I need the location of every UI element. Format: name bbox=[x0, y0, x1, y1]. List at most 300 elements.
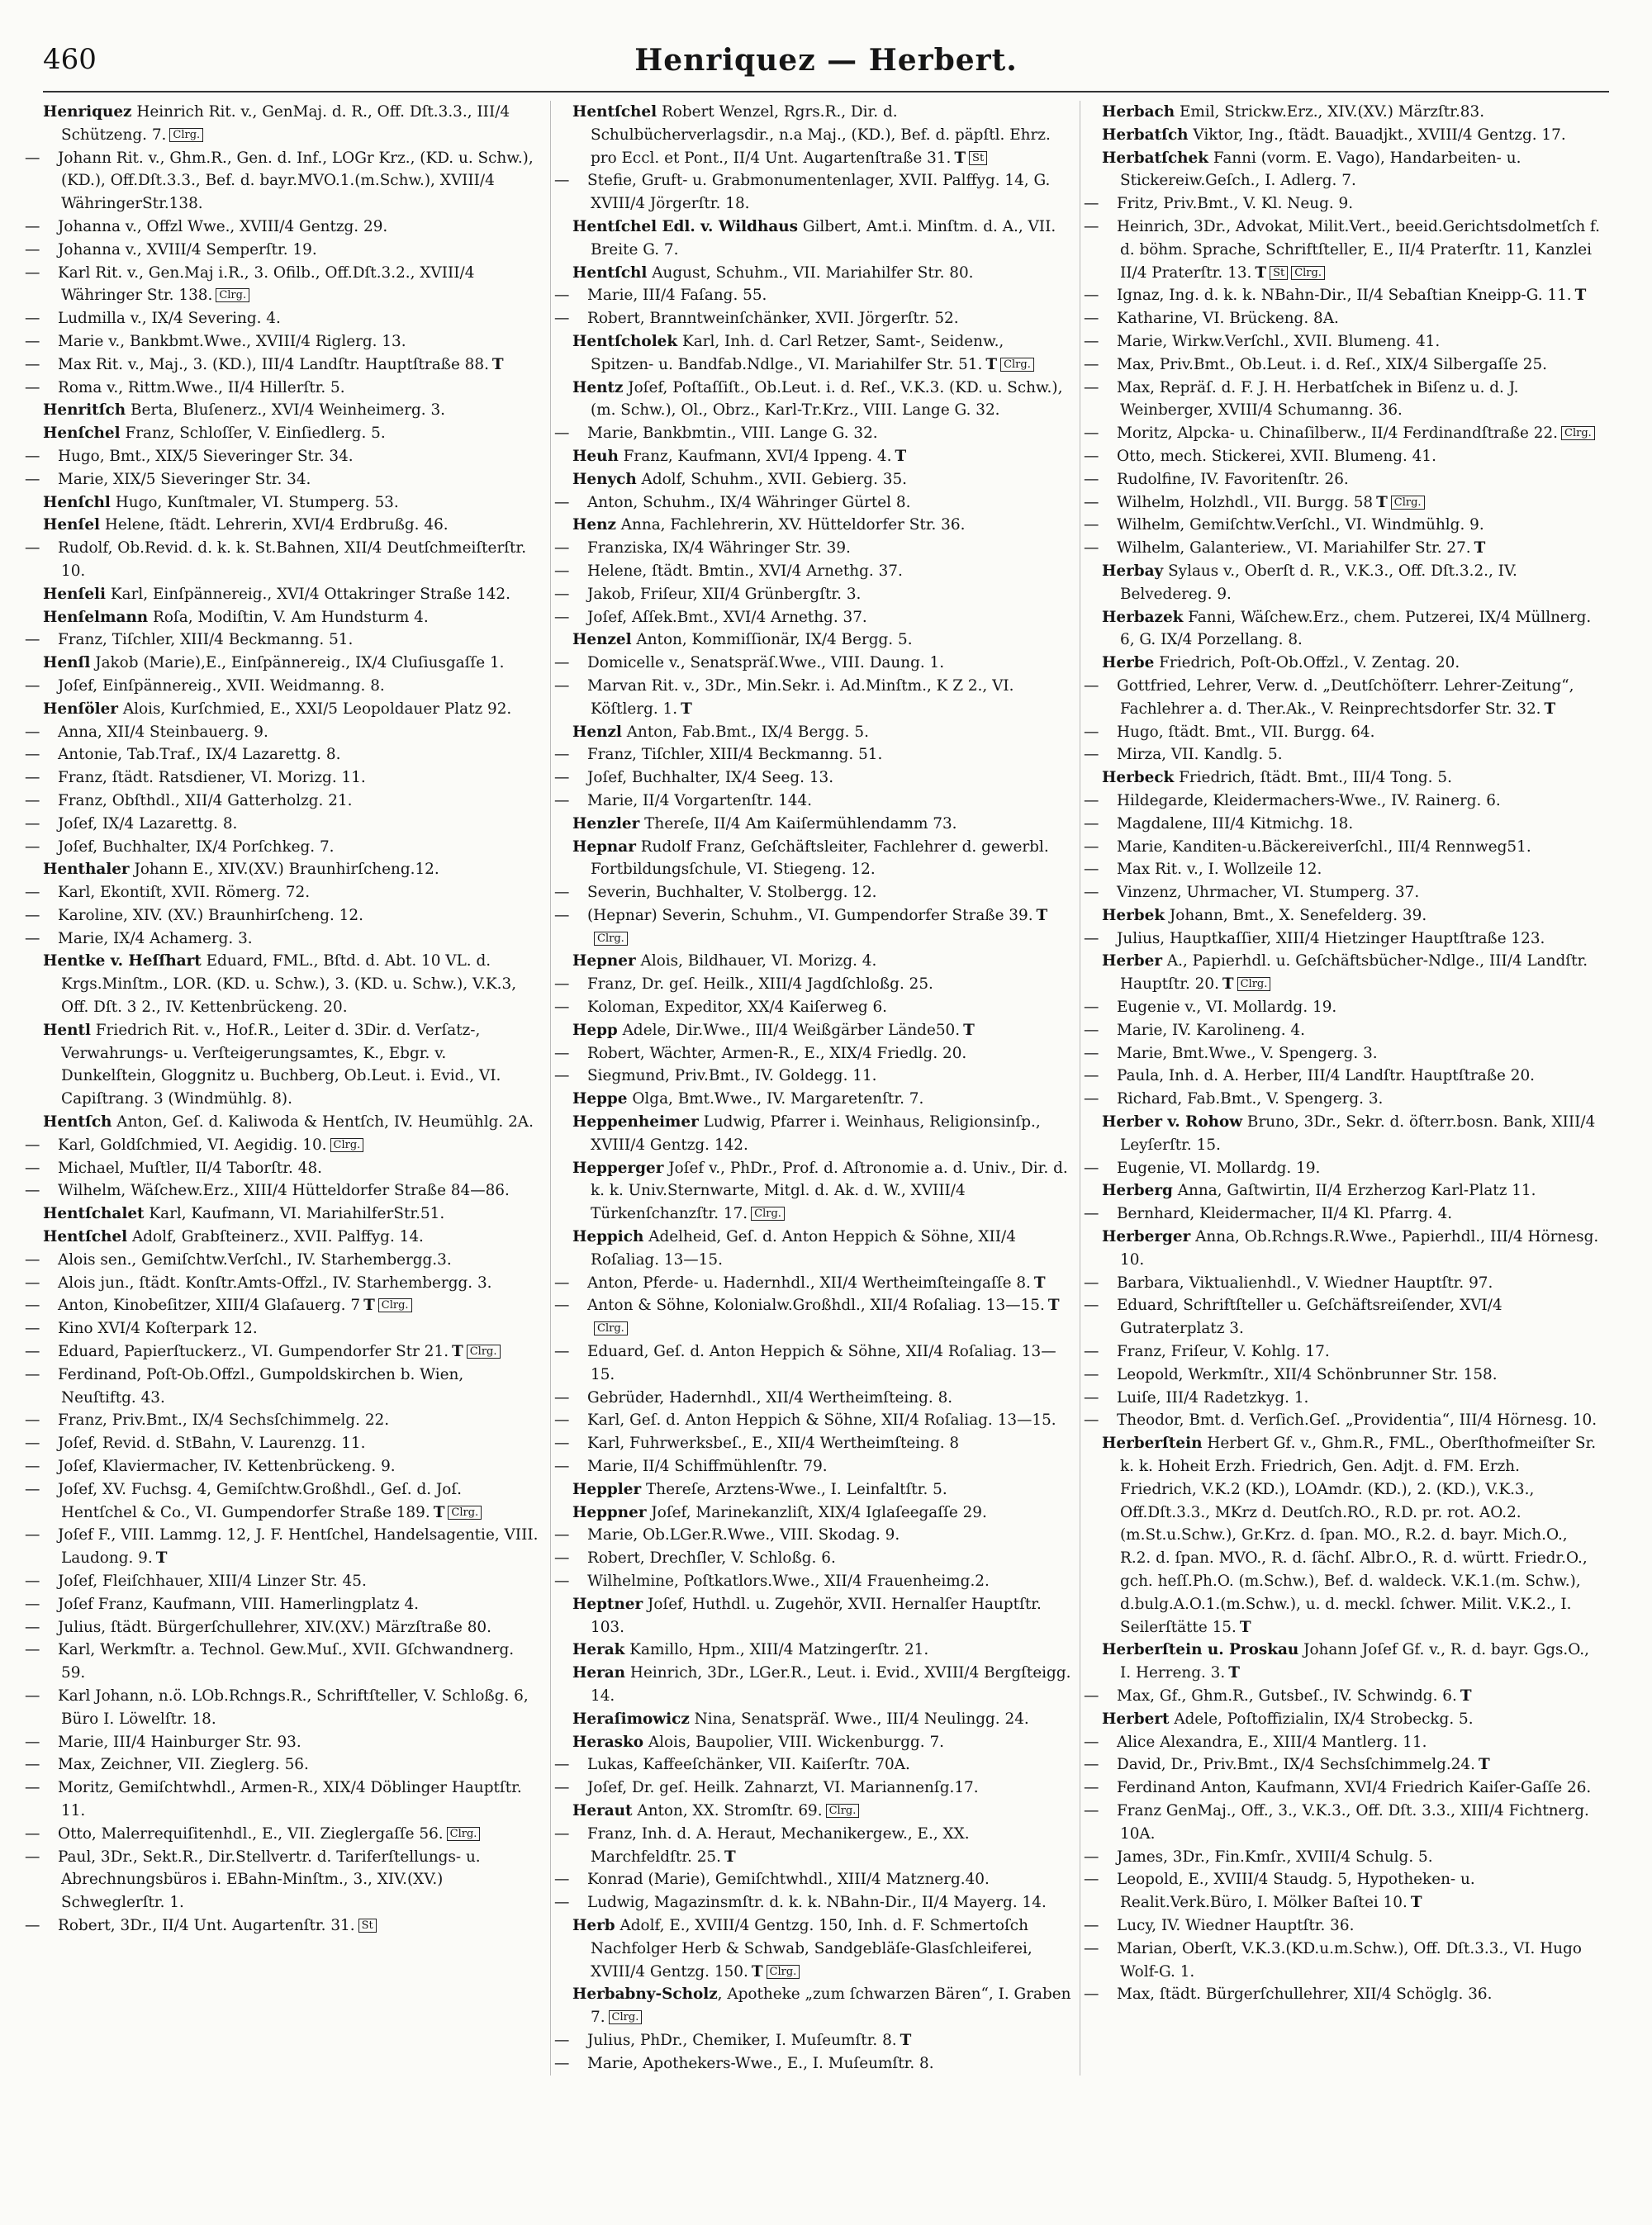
directory-entry bbox=[25, 468, 542, 491]
directory-entry bbox=[25, 675, 542, 698]
continuation-dash: — bbox=[25, 1848, 40, 1866]
continuation-dash: — bbox=[25, 1779, 40, 1797]
directory-entry bbox=[25, 813, 542, 836]
entry-details: Marie v., Bankbmt.Wwe., XVIII/4 Riglerg. 13. bbox=[58, 332, 406, 350]
directory-entry bbox=[1102, 1432, 1601, 1639]
entry-details: Gebrüder, Hadernhdl., XII/4 Wertheimſteing. 8. bbox=[587, 1388, 953, 1407]
entry-details: Franz, Friſeur, V. Kohlg. 17. bbox=[1117, 1343, 1330, 1361]
continuation-dash: — bbox=[1084, 791, 1099, 809]
entry-details: Friedrich Rit. v., Hof.R., Leiter d. 3Dir. d. Verſatz-, Verwahrungs- u. Verſteigerungsamtes, K., Ebgr. v. Dunkelſtein, Gloggnitz u. Buchberg, Ob.Leut. i. Evid., VI. Capiſtrang. 3 (Windmühlg. 8). bbox=[61, 1021, 501, 1108]
directory-entry bbox=[1084, 1868, 1601, 1914]
entry-surname: Herbatſch bbox=[1102, 126, 1189, 144]
entry-details: Rudolf Franz, Geſchäftsleiter, Fachlehrer d. gewerbl. Fortbildungsſchule, VI. Stiegeng. 12. bbox=[591, 837, 1049, 879]
entry-details: Karl Rit. v., Gen.Maj i.R., 3. Ofilb., Off.Dſt.3.2., XVIII/4 Währinger Str. 138. bbox=[58, 263, 475, 305]
directory-entry bbox=[25, 216, 542, 239]
directory-entry bbox=[1084, 1272, 1601, 1295]
continuation-dash: — bbox=[1084, 1067, 1099, 1085]
directory-entry bbox=[572, 1731, 1071, 1754]
entry-surname: Herberſtein u. Proskau bbox=[1102, 1641, 1299, 1659]
continuation-dash: — bbox=[25, 1526, 40, 1544]
directory-entry bbox=[572, 629, 1071, 652]
entry-details: Max Rit. v., I. Wollzeile 12. bbox=[1117, 861, 1322, 879]
continuation-dash: — bbox=[554, 493, 570, 511]
directory-entry bbox=[554, 1868, 1071, 1891]
continuation-dash: — bbox=[1084, 1159, 1099, 1177]
clearing-mark: Clrg. bbox=[378, 1298, 412, 1312]
clearing-mark: Clrg. bbox=[330, 1138, 364, 1152]
columns bbox=[25, 101, 1609, 2076]
directory-entry bbox=[554, 1455, 1071, 1478]
continuation-dash: — bbox=[554, 1458, 570, 1476]
directory-entry bbox=[43, 101, 542, 147]
entry-details: Karoline, XIV. (XV.) Braunhirſcheng. 12. bbox=[58, 906, 363, 924]
continuation-dash: — bbox=[554, 1549, 570, 1568]
continuation-dash: — bbox=[1084, 814, 1099, 833]
directory-entry bbox=[1084, 1938, 1601, 1984]
entry-surname: Henzel bbox=[572, 631, 632, 649]
directory-entry bbox=[43, 858, 542, 881]
entry-surname: Herbay bbox=[1102, 562, 1164, 580]
telephone-mark: T bbox=[1544, 700, 1556, 718]
directory-entry bbox=[43, 1203, 542, 1226]
continuation-dash: — bbox=[1084, 1985, 1099, 2004]
continuation-dash: — bbox=[1084, 884, 1099, 902]
continuation-dash: — bbox=[554, 608, 570, 626]
entry-surname: Heuh bbox=[572, 447, 619, 465]
entry-details: Eugenie v., VI. Mollardg. 19. bbox=[1117, 999, 1337, 1017]
directory-entry bbox=[25, 1731, 542, 1754]
directory-entry bbox=[25, 445, 542, 468]
entry-surname: Herbach bbox=[1102, 103, 1175, 121]
directory-entry bbox=[554, 1042, 1071, 1065]
continuation-dash: — bbox=[554, 1871, 570, 1889]
column-3 bbox=[1084, 101, 1609, 2076]
continuation-dash: — bbox=[554, 975, 570, 994]
continuation-dash: — bbox=[25, 1365, 40, 1383]
continuation-dash: — bbox=[554, 676, 570, 695]
continuation-dash: — bbox=[1084, 1205, 1099, 1223]
entry-details: Johanna v., Offzl Wwe., XVIII/4 Gentzg. 29. bbox=[58, 217, 388, 235]
entry-details: Viktor, Ing., ſtädt. Bauadjkt., XVIII/4 Gentzg. 17. bbox=[1188, 126, 1566, 144]
entry-details: Roſa, Modiſtin, V. Am Hundsturm 4. bbox=[148, 608, 429, 626]
directory-entry bbox=[1084, 514, 1601, 537]
telephone-mark: T bbox=[1255, 263, 1267, 282]
entry-details: Joſef v., PhDr., Prof. d. Aſtronomie a. d. Univ., Dir. d. k. k. Univ.Sternwarte, Mitgl. d. Ak. d. W., XVIII/4 Türkenſchanzſtr. 17. bbox=[591, 1159, 1068, 1223]
continuation-dash: — bbox=[25, 1250, 40, 1269]
directory-entry bbox=[25, 1340, 542, 1364]
entry-details: Marie, IV. Karolineng. 4. bbox=[1117, 1021, 1305, 1039]
entry-details: Marie, Apothekers-Wwe., E., I. Muſeumſtr. 8. bbox=[587, 2054, 934, 2072]
continuation-dash: — bbox=[554, 539, 570, 557]
continuation-dash: — bbox=[554, 769, 570, 787]
telephone-mark: T bbox=[1376, 493, 1388, 511]
continuation-dash: — bbox=[1084, 355, 1099, 373]
directory-entry bbox=[1084, 1203, 1601, 1226]
directory-entry bbox=[43, 583, 542, 606]
directory-entry bbox=[25, 1317, 542, 1340]
directory-entry bbox=[1084, 790, 1601, 813]
directory-entry bbox=[25, 1478, 542, 1525]
continuation-dash: — bbox=[554, 1779, 570, 1797]
continuation-dash: — bbox=[554, 1411, 570, 1430]
continuation-dash: — bbox=[1084, 1871, 1099, 1889]
entry-surname: Herbek bbox=[1102, 906, 1165, 924]
clearing-mark: Clrg. bbox=[609, 2010, 643, 2024]
directory-entry bbox=[554, 1294, 1071, 1340]
directory-entry bbox=[1084, 537, 1601, 560]
continuation-dash: — bbox=[1084, 1090, 1099, 1108]
entry-details: Franz, Kaufmann, XVI/4 Ippeng. 4. bbox=[618, 447, 892, 465]
entry-details: Eduard, Papierſtuckerz., VI. Gumpendorfer Str 21. bbox=[58, 1343, 449, 1361]
directory-entry bbox=[572, 468, 1071, 491]
entry-details: Jakob, Friſeur, XII/4 Grünbergſtr. 3. bbox=[587, 585, 862, 603]
entry-details: David, Dr., Priv.Bmt., IX/4 Sechsſchimmelg.24. bbox=[1117, 1756, 1475, 1774]
entry-details: Johann, Bmt., X. Senefelderg. 39. bbox=[1165, 906, 1427, 924]
continuation-dash: — bbox=[1084, 1939, 1099, 1957]
continuation-dash: — bbox=[1084, 676, 1099, 695]
directory-entry bbox=[1102, 147, 1601, 193]
entry-details: Max Rit. v., Maj., 3. (KD.), III/4 Landſtr. Hauptſtraße 88. bbox=[58, 355, 489, 373]
continuation-dash: — bbox=[25, 470, 40, 488]
entry-surname: Heppenheimer bbox=[572, 1113, 699, 1131]
directory-entry bbox=[25, 1134, 542, 1157]
entry-details: Friedrich, Poſt-Ob.Offzl., V. Zentag. 20. bbox=[1154, 654, 1460, 672]
continuation-dash: — bbox=[554, 1526, 570, 1544]
telephone-mark: T bbox=[681, 700, 692, 718]
entry-details: Hildegarde, Kleidermachers-Wwe., IV. Rainerg. 6. bbox=[1117, 791, 1501, 809]
continuation-dash: — bbox=[25, 310, 40, 328]
directory-entry bbox=[1084, 192, 1601, 216]
st-mark: St bbox=[358, 1919, 377, 1933]
directory-entry bbox=[43, 698, 542, 721]
entry-details: Anton, XX. Stromſtr. 69. bbox=[632, 1801, 823, 1819]
entry-details: Julius, Hauptkaſſier, XIII/4 Hietzinger Hauptſtraße 123. bbox=[1117, 929, 1545, 947]
continuation-dash: — bbox=[554, 2054, 570, 2072]
directory-entry bbox=[25, 836, 542, 859]
continuation-dash: — bbox=[1084, 1687, 1099, 1705]
directory-entry bbox=[1102, 904, 1601, 927]
continuation-dash: — bbox=[1084, 1916, 1099, 1934]
directory-entry bbox=[572, 1800, 1071, 1823]
directory-entry bbox=[554, 1387, 1071, 1410]
telephone-mark: T bbox=[895, 447, 907, 465]
entry-details: Emil, Strickw.Erz., XIV.(XV.) Märzſtr.83. bbox=[1175, 103, 1485, 121]
continuation-dash: — bbox=[1084, 217, 1099, 235]
entry-details: Joſef, IX/4 Lazarettg. 8. bbox=[58, 814, 238, 833]
directory-entry bbox=[43, 1111, 542, 1134]
entry-surname: Herb bbox=[572, 1916, 615, 1934]
directory-entry bbox=[1084, 284, 1601, 307]
entry-details: Moritz, Alpcka- u. Chinaſilberw., II/4 Ferdinandſtraße 22. bbox=[1117, 425, 1559, 443]
entry-details: Severin, Buchhalter, V. Stolbergg. 12. bbox=[587, 884, 877, 902]
directory-entry bbox=[554, 766, 1071, 790]
entry-details: Eduard, Geſ. d. Anton Heppich & Söhne, XII/4 Roſaliag. 13—15. bbox=[587, 1343, 1056, 1383]
entry-surname: Henych bbox=[572, 470, 637, 488]
entry-details: Domicelle v., Senatspräſ.Wwe., VIII. Daung. 1. bbox=[587, 654, 945, 672]
entry-details: Anton, Pferde- u. Hadernhdl., XII/4 Wertheimſteingaſſe 8. bbox=[587, 1274, 1031, 1292]
entry-details: Adolf, Grabſteinerz., XVII. Palffyg. 14. bbox=[127, 1228, 424, 1246]
continuation-dash: — bbox=[25, 631, 40, 649]
entry-details: Max, ſtädt. Bürgerſchullehrer, XII/4 Schöglg. 36. bbox=[1117, 1985, 1493, 2004]
telephone-mark: T bbox=[1036, 906, 1048, 924]
continuation-dash: — bbox=[25, 378, 40, 396]
continuation-dash: — bbox=[25, 1320, 40, 1338]
directory-entry bbox=[25, 1524, 542, 1570]
entry-details: Joſef, Aſſek.Bmt., XVI/4 Arnethg. 37. bbox=[587, 608, 867, 626]
page-title: Henriquez — Herbert. bbox=[634, 43, 1018, 78]
directory-entry bbox=[1084, 468, 1601, 491]
directory-entry bbox=[572, 1157, 1071, 1226]
directory-entry bbox=[1084, 1294, 1601, 1340]
clearing-mark: Clrg. bbox=[767, 1965, 800, 1979]
entry-surname: Hepnar bbox=[572, 837, 636, 856]
continuation-dash: — bbox=[554, 791, 570, 809]
entry-details: Ludmilla v., IX/4 Severing. 4. bbox=[58, 310, 281, 328]
directory-entry bbox=[554, 1272, 1071, 1295]
entry-details: Paul, 3Dr., Sekt.R., Dir.Stellvertr. d. Tariferſtellungs- u. Abrechnungsbüros i. EBahn-Minſtm., 3., XIV.(XV.) Schweglerſtr. 1. bbox=[58, 1848, 481, 1912]
continuation-dash: — bbox=[554, 746, 570, 764]
entry-details: Ferdinand, Poſt-Ob.Offzl., Gumpoldskirchen b. Wien, Neuſtiftg. 43. bbox=[58, 1365, 464, 1407]
continuation-dash: — bbox=[25, 1159, 40, 1177]
entry-details: Johanna v., XVIII/4 Semperſtr. 19. bbox=[58, 240, 317, 259]
directory-entry bbox=[572, 445, 1071, 468]
directory-entry bbox=[554, 537, 1071, 560]
directory-entry bbox=[1102, 1179, 1601, 1203]
entry-details: Lucy, IV. Wiedner Hauptſtr. 36. bbox=[1117, 1916, 1355, 1934]
entry-details: Marie, Bmt.Wwe., V. Spengerg. 3. bbox=[1117, 1044, 1378, 1062]
entry-surname: Henſel bbox=[43, 516, 101, 534]
directory-entry bbox=[1084, 836, 1601, 859]
continuation-dash: — bbox=[1084, 837, 1099, 856]
entry-details: Marie, Bankbmtin., VIII. Lange G. 32. bbox=[587, 425, 878, 443]
entry-surname: Henſelmann bbox=[43, 608, 149, 626]
entry-surname: Herberſtein bbox=[1102, 1435, 1203, 1453]
entry-details: Franz, Priv.Bmt., IX/4 Sechsſchimmelg. 22. bbox=[58, 1411, 390, 1430]
continuation-dash: — bbox=[25, 1136, 40, 1154]
clearing-mark: Clrg. bbox=[1237, 977, 1271, 991]
directory-entry bbox=[554, 1340, 1071, 1387]
entry-details: Helene, ſtädt. Bmtin., XVI/4 Arnethg. 37. bbox=[587, 562, 903, 580]
entry-details: Ludwig, Pfarrer i. Weinhaus, Religionsinſp., XVIII/4 Gentzg. 142. bbox=[591, 1113, 1041, 1154]
directory-entry bbox=[1084, 1387, 1601, 1410]
telephone-mark: T bbox=[751, 1962, 763, 1981]
entry-details: Karl Johann, n.ö. LOb.Rchngs.R., Schriftſteller, V. Schloßg. 6, Büro I. Löwelſtr. 18. bbox=[58, 1687, 529, 1728]
entry-details: Franz, Obſthdl., XII/4 Gatterholzg. 21. bbox=[58, 791, 353, 809]
directory-entry bbox=[572, 836, 1071, 882]
directory-entry bbox=[554, 904, 1071, 951]
entry-surname: Henriquez bbox=[43, 103, 132, 121]
directory-entry bbox=[43, 422, 542, 445]
entry-details: Thereſe, II/4 Am Kaiſermühlendamm 73. bbox=[639, 814, 957, 833]
directory-entry bbox=[572, 101, 1071, 169]
entry-surname: Herber v. Rohow bbox=[1102, 1113, 1243, 1131]
entry-surname: Herbert bbox=[1102, 1710, 1170, 1728]
entry-surname: Henſl bbox=[43, 654, 91, 672]
entry-details: Magdalene, III/4 Kitmichg. 18. bbox=[1117, 814, 1354, 833]
continuation-dash: — bbox=[25, 1297, 40, 1315]
continuation-dash: — bbox=[25, 676, 40, 695]
entry-details: Bernhard, Kleidermacher, II/4 Kl. Pfarrg. 4. bbox=[1117, 1205, 1453, 1223]
entry-details: Johann Rit. v., Ghm.R., Gen. d. Inf., LOGr Krz., (KD. u. Schw.), (KD.), Off.Dſt.3.3., Bef. d. bayr.MVO.1.(m.Schw.), XVIII/4 WähringerStr.138. bbox=[58, 149, 534, 213]
continuation-dash: — bbox=[25, 1480, 40, 1498]
directory-entry bbox=[1084, 1731, 1601, 1754]
entry-details: Helene, ſtädt. Lehrerin, XVI/4 Erdbrußg. 46. bbox=[100, 516, 449, 534]
directory-entry bbox=[1102, 606, 1601, 652]
entry-details: Franz, Inh. d. A. Heraut, Mechanikergew., E., XX. Marchfeldſtr. 25. bbox=[587, 1824, 970, 1866]
clearing-mark: Clrg. bbox=[826, 1804, 860, 1818]
entry-surname: Herber bbox=[1102, 952, 1163, 970]
continuation-dash: — bbox=[25, 539, 40, 557]
directory-entry bbox=[572, 1502, 1071, 1525]
directory-entry bbox=[572, 1708, 1071, 1731]
clearing-mark: Clrg. bbox=[1000, 358, 1034, 372]
directory-entry bbox=[554, 790, 1071, 813]
directory-entry bbox=[1084, 1914, 1601, 1938]
telephone-mark: T bbox=[724, 1848, 736, 1866]
entry-details: Joſef, Revid. d. StBahn, V. Laurenzg. 11. bbox=[58, 1435, 366, 1453]
entry-details: Otto, mech. Stickerei, XVII. Blumeng. 41. bbox=[1117, 447, 1436, 465]
entry-details: Wilhelm, Gemiſchtw.Verſchl., VI. Windmühlg. 9. bbox=[1117, 516, 1484, 534]
directory-entry bbox=[25, 1157, 542, 1180]
clearing-mark: Clrg. bbox=[467, 1345, 501, 1359]
entry-details: Anton, Geſ. d. Kaliwoda & Hentſch, IV. Heumühlg. 2A. bbox=[112, 1113, 534, 1131]
directory-entry bbox=[25, 1364, 542, 1410]
entry-surname: Henſöler bbox=[43, 700, 119, 718]
entry-surname: Hentſchalet bbox=[43, 1205, 145, 1223]
continuation-dash: — bbox=[554, 2031, 570, 2049]
directory-entry bbox=[25, 330, 542, 353]
directory-entry bbox=[25, 721, 542, 744]
page-number: 460 bbox=[43, 43, 97, 76]
continuation-dash: — bbox=[554, 1388, 570, 1407]
directory-entry bbox=[572, 330, 1071, 377]
continuation-dash: — bbox=[1084, 516, 1099, 534]
directory-entry bbox=[43, 399, 542, 422]
directory-entry bbox=[1102, 1708, 1601, 1731]
entry-details: Heinrich Rit. v., GenMaj. d. R., Off. Dſt.3.3., III/4 Schützeng. 7. bbox=[61, 103, 510, 144]
entry-details: Gilbert, Amt.i. Minſtm. d. A., VII. Breite G. 7. bbox=[591, 217, 1056, 259]
directory-entry bbox=[554, 973, 1071, 996]
column-2 bbox=[554, 101, 1080, 2076]
directory-entry bbox=[1084, 1409, 1601, 1432]
entry-details: Anna, Gaſtwirtin, II/4 Erzherzog Karl-Platz 11. bbox=[1172, 1182, 1536, 1200]
entry-details: Max, Repräſ. d. F. J. H. Herbatſchek in Biſenz u. d. J. Weinberger, XVIII/4 Schumanng. 36. bbox=[1117, 378, 1519, 420]
directory-entry bbox=[25, 1570, 542, 1593]
entry-details: Wilhelm, Holzhdl., VII. Burgg. 58 bbox=[1117, 493, 1374, 511]
directory-entry bbox=[1084, 307, 1601, 330]
entry-details: James, 3Dr., Fin.Kmſr., XVIII/4 Schulg. 5. bbox=[1117, 1848, 1433, 1866]
entry-details: Vinzenz, Uhrmacher, VI. Stumperg. 37. bbox=[1117, 884, 1420, 902]
directory-entry bbox=[25, 904, 542, 927]
entry-details: Wilhelm, Galanteriew., VI. Mariahilfer Str. 27. bbox=[1117, 539, 1471, 557]
entry-details: Joſef, Klaviermacher, IV. Kettenbrückeng. 9. bbox=[58, 1458, 396, 1476]
entry-details: Joſef, Einſpännereig., XVII. Weidmanng. 8. bbox=[58, 676, 385, 695]
continuation-dash: — bbox=[25, 746, 40, 764]
entry-surname: Herbe bbox=[1102, 654, 1155, 672]
directory-entry bbox=[1102, 1111, 1601, 1157]
entry-details: Marie, Wirkw.Verſchl., XVII. Blumeng. 41. bbox=[1117, 332, 1441, 350]
telephone-mark: T bbox=[1460, 1687, 1472, 1705]
entry-details: Julius, ſtädt. Bürgerſchullehrer, XIV.(XV.) Märzſtraße 80. bbox=[58, 1618, 491, 1636]
entry-details: Alice Alexandra, E., XIII/4 Mantlerg. 11. bbox=[1117, 1733, 1427, 1751]
telephone-mark: T bbox=[363, 1297, 375, 1315]
directory-entry bbox=[572, 1478, 1071, 1502]
directory-entry bbox=[25, 1409, 542, 1432]
entry-details: Marie, Ob.LGer.R.Wwe., VIII. Skodag. 9. bbox=[587, 1526, 900, 1544]
telephone-mark: T bbox=[155, 1549, 168, 1568]
directory-entry bbox=[1084, 216, 1601, 284]
directory-entry bbox=[1102, 766, 1601, 790]
entry-details: Alois, Baupolier, VIII. Wickenburgg. 7. bbox=[643, 1733, 945, 1751]
entry-surname: Herasko bbox=[572, 1733, 644, 1751]
continuation-dash: — bbox=[554, 999, 570, 1017]
entry-details: Marie, III/4 Hainburger Str. 93. bbox=[58, 1733, 301, 1751]
entry-details: Anna, XII/4 Steinbauerg. 9. bbox=[58, 723, 268, 741]
entry-surname: Henzl bbox=[572, 723, 622, 741]
entry-details: Karl, Werkmſtr. a. Technol. Gew.Muſ., XVII. Gſchwandnerg. 59. bbox=[58, 1641, 515, 1682]
entry-details: Alois, Bildhauer, VI. Morizg. 4. bbox=[635, 952, 877, 970]
entry-details: Robert Wenzel, Rgrs.R., Dir. d. Schulbücherverlagsdir., n.a Maj., (KD.), Bef. d. päpſtl. Ehrz. pro Eccl. et Pont., II/4 Unt. Augartenſtraße 31. bbox=[591, 103, 1051, 167]
entry-details: Marian, Oberſt, V.K.3.(KD.u.m.Schw.), Off. Dſt.3.3., VI. Hugo Wolf-G. 1. bbox=[1117, 1939, 1582, 1981]
continuation-dash: — bbox=[554, 884, 570, 902]
directory-entry bbox=[1102, 101, 1601, 124]
telephone-mark: T bbox=[900, 2031, 912, 2049]
continuation-dash: — bbox=[25, 1641, 40, 1659]
entry-details: Alois jun., ſtädt. Konſtr.Amts-Offzl., IV. Starhembergg. 3. bbox=[58, 1274, 492, 1292]
directory-entry bbox=[25, 1685, 542, 1731]
continuation-dash: — bbox=[25, 217, 40, 235]
entry-surname: Heppner bbox=[572, 1503, 647, 1521]
telephone-mark: T bbox=[1478, 1756, 1490, 1774]
continuation-dash: — bbox=[554, 1297, 570, 1315]
directory-entry bbox=[25, 743, 542, 766]
page-header bbox=[43, 40, 1609, 93]
directory-entry bbox=[25, 1294, 542, 1317]
directory-entry bbox=[554, 1570, 1071, 1593]
continuation-dash: — bbox=[25, 263, 40, 282]
entry-surname: Henz bbox=[572, 516, 616, 534]
continuation-dash: — bbox=[25, 723, 40, 741]
directory-entry bbox=[554, 491, 1071, 515]
entry-details: Rudolf, Ob.Revid. d. k. k. St.Bahnen, XII/4 Deutſchmeiſterſtr. 10. bbox=[58, 539, 527, 580]
continuation-dash: — bbox=[1084, 310, 1099, 328]
directory-entry bbox=[1084, 1088, 1601, 1111]
entry-surname: Hepp bbox=[572, 1021, 618, 1039]
directory-entry bbox=[1084, 1800, 1601, 1846]
continuation-dash: — bbox=[25, 1595, 40, 1613]
entry-details: Heinrich, 3Dr., Advokat, Milit.Vert., beeid.Gerichtsdolmetſch f. d. böhm. Sprache, Schriftſteller, E., II/4 Praterſtr. 11, Kanzlei II/4 Praterſtr. 13. bbox=[1117, 217, 1601, 282]
continuation-dash: — bbox=[1084, 1274, 1099, 1292]
directory-entry bbox=[554, 1409, 1071, 1432]
continuation-dash: — bbox=[25, 906, 40, 924]
clearing-mark: Clrg. bbox=[169, 128, 203, 142]
entry-details: Fanni, Wäſchew.Erz., chem. Putzerei, IX/4 Müllnerg. 6, G. IX/4 Porzellang. 8. bbox=[1120, 608, 1592, 649]
entry-surname: Hentſchel Edl. v. Wildhaus bbox=[572, 217, 798, 235]
entry-surname: Heran bbox=[572, 1664, 626, 1682]
entry-details: Barbara, Viktualienhdl., V. Wiedner Hauptſtr. 97. bbox=[1117, 1274, 1493, 1292]
telephone-mark: T bbox=[985, 355, 998, 373]
directory-entry bbox=[554, 583, 1071, 606]
entry-details: Alois, Kurſchmied, E., XXI/5 Leopoldauer Platz 92. bbox=[118, 700, 512, 718]
directory-entry bbox=[1084, 1846, 1601, 1869]
entry-details: Adelheid, Geſ. d. Anton Heppich & Söhne, XII/4 Roſaliag. 13—15. bbox=[591, 1228, 1016, 1269]
directory-entry bbox=[1084, 1777, 1601, 1800]
directory-entry bbox=[1084, 377, 1601, 423]
directory-entry bbox=[572, 1593, 1071, 1639]
entry-surname: Henſchel bbox=[43, 425, 121, 443]
entry-surname: Hentſch bbox=[43, 1113, 112, 1131]
entry-details: Marie, III/4 Faſang. 55. bbox=[587, 287, 767, 305]
